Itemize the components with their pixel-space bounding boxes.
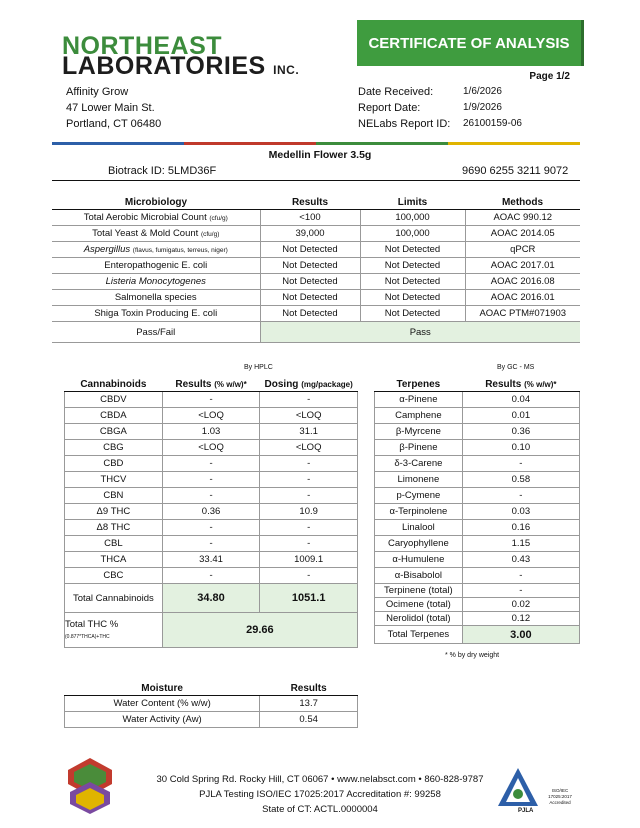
table-row <box>375 392 580 408</box>
terpene-name: Ocimene (total) <box>375 598 463 612</box>
terp-header-result <box>462 377 579 392</box>
table-row <box>52 210 580 226</box>
test-unit: (flavus, fumigatus, terreus, niger) <box>132 247 228 254</box>
cannabinoid-dosing: <LOQ <box>260 440 358 456</box>
cannabinoid-dosing: - <box>260 568 358 584</box>
test-method: AOAC PTM#071903 <box>465 306 580 322</box>
cannabinoid-result: <LOQ <box>162 440 260 456</box>
test-name: Enteropathogenic E. coli <box>52 258 260 274</box>
certificate-title: CERTIFICATE OF ANALYSIS <box>357 20 584 66</box>
bar-red <box>184 142 316 145</box>
bar-yellow <box>448 142 580 145</box>
biotrack <box>108 165 216 177</box>
table-row <box>65 696 358 712</box>
test-method: AOAC 2016.08 <box>465 274 580 290</box>
test-method: AOAC 2014.05 <box>465 226 580 242</box>
terpene-result: 0.43 <box>462 552 579 568</box>
micro-header-limits: Limits <box>360 195 465 210</box>
terpene-name: α-Bisabolol <box>375 568 463 584</box>
cannabinoid-result: - <box>162 520 260 536</box>
table-row <box>375 568 580 584</box>
total-thc-row <box>65 613 358 648</box>
cannabinoid-result: 33.41 <box>162 552 260 568</box>
cannabinoid-name: Δ8 THC <box>65 520 163 536</box>
cann-results-unit: (% w/w)* <box>214 379 247 389</box>
cann-header-name: Cannabinoids <box>65 377 163 392</box>
test-result: 39,000 <box>260 226 360 242</box>
terpene-result: 0.03 <box>462 504 579 520</box>
cannabinoid-result: 1.03 <box>162 424 260 440</box>
moisture-header <box>65 681 358 696</box>
cann-dosing-unit: (mg/package) <box>301 379 353 389</box>
test-name <box>52 210 260 226</box>
cannabinoids-table <box>64 377 358 648</box>
terpene-name: α-Terpinolene <box>375 504 463 520</box>
test-result: <100 <box>260 210 360 226</box>
biotrack-id: 5LMD36F <box>167 165 217 177</box>
table-row <box>65 520 358 536</box>
report-date-label: Report Date: <box>358 102 421 114</box>
test-unit: (cfu/g) <box>209 215 228 222</box>
passfail-label: Pass/Fail <box>52 322 260 343</box>
terpene-name: α-Humulene <box>375 552 463 568</box>
date-received: 1/6/2026 <box>463 86 502 97</box>
total-terpenes-label: Total Terpenes <box>375 626 463 644</box>
table-row <box>375 456 580 472</box>
test-limit: Not Detected <box>360 306 465 322</box>
dry-weight-footnote: * % by dry weight <box>445 652 500 659</box>
cannabinoid-name: CBN <box>65 488 163 504</box>
table-row <box>375 598 580 612</box>
cannabinoid-name: CBGA <box>65 424 163 440</box>
terpenes-table <box>374 377 580 644</box>
table-row <box>65 568 358 584</box>
test-label: Total Yeast & Mold Count <box>92 228 199 239</box>
micro-header <box>52 195 580 210</box>
report-id-label: NELabs Report ID: <box>358 118 451 130</box>
cannabinoid-dosing: - <box>260 536 358 552</box>
cannabinoid-name: Δ9 THC <box>65 504 163 520</box>
total-cannabinoids-result: 34.80 <box>162 584 260 613</box>
table-row <box>65 488 358 504</box>
test-result: Not Detected <box>260 290 360 306</box>
moisture-result: 13.7 <box>260 696 358 712</box>
total-cannabinoids-label: Total Cannabinoids <box>65 584 163 613</box>
table-row <box>52 306 580 322</box>
table-row <box>375 520 580 536</box>
report-values <box>463 84 522 132</box>
table-row <box>375 536 580 552</box>
test-name: Shiga Toxin Producing E. coli <box>52 306 260 322</box>
moisture-header-name: Moisture <box>65 681 260 696</box>
cannabinoid-name: CBC <box>65 568 163 584</box>
sample-name: Medellin Flower 3.5g <box>268 149 372 161</box>
total-thc-value: 29.66 <box>162 613 357 648</box>
terpene-result: 0.36 <box>462 424 579 440</box>
micro-header-results: Results <box>260 195 360 210</box>
test-name: Salmonella species <box>52 290 260 306</box>
client-address2: Portland, CT 06480 <box>66 118 162 130</box>
total-cannabinoids-dosing: 1051.1 <box>260 584 358 613</box>
logo-inc: INC. <box>273 63 300 77</box>
test-limit: Not Detected <box>360 258 465 274</box>
hplc-method: By HPLC <box>244 364 273 371</box>
table-row <box>52 242 580 258</box>
test-limit: 100,000 <box>360 226 465 242</box>
total-thc-label-cell <box>65 613 163 648</box>
passfail-value: Pass <box>260 322 580 343</box>
cannabinoid-result: - <box>162 472 260 488</box>
cannabinoid-name: CBL <box>65 536 163 552</box>
terpene-name: Limonene <box>375 472 463 488</box>
test-limit: 100,000 <box>360 210 465 226</box>
total-terpenes-row <box>375 626 580 644</box>
table-row <box>65 712 358 728</box>
test-method: qPCR <box>465 242 580 258</box>
test-limit: Not Detected <box>360 242 465 258</box>
table-row <box>375 584 580 598</box>
cann-header <box>65 377 358 392</box>
test-label: Aspergillus <box>83 244 131 255</box>
terpene-result: - <box>462 456 579 472</box>
table-row <box>375 612 580 626</box>
date-received-label: Date Received: <box>358 86 434 98</box>
page-number: Page 1/2 <box>529 71 570 82</box>
test-method: AOAC 2016.01 <box>465 290 580 306</box>
cannabinoid-dosing: 31.1 <box>260 424 358 440</box>
cannabinoid-name: CBDV <box>65 392 163 408</box>
table-row <box>375 408 580 424</box>
sample-divider <box>52 180 580 181</box>
table-row <box>52 274 580 290</box>
terpene-name: p-Cymene <box>375 488 463 504</box>
terpene-result: 0.10 <box>462 440 579 456</box>
total-thc-label: Total THC % <box>65 619 119 630</box>
terpene-result: - <box>462 488 579 504</box>
test-result: Not Detected <box>260 258 360 274</box>
table-row <box>52 258 580 274</box>
cannabinoid-result: 0.36 <box>162 504 260 520</box>
biotrack-label: Biotrack ID: <box>108 165 165 177</box>
cannabinoid-dosing: - <box>260 472 358 488</box>
moisture-result: 0.54 <box>260 712 358 728</box>
terpene-result: 0.04 <box>462 392 579 408</box>
terpene-result: 0.01 <box>462 408 579 424</box>
table-row <box>65 424 358 440</box>
cannabinoid-result: <LOQ <box>162 408 260 424</box>
cannabinoid-name: CBDA <box>65 408 163 424</box>
table-row <box>65 552 358 568</box>
cannabinoid-result: - <box>162 568 260 584</box>
test-unit: (cfu/g) <box>200 231 220 238</box>
cannabinoid-dosing: - <box>260 392 358 408</box>
client-info <box>66 84 161 132</box>
cannabinoid-result: - <box>162 536 260 552</box>
terp-results-unit: (% w/w)* <box>524 379 557 389</box>
test-name: Listeria Monocytogenes <box>52 274 260 290</box>
terpene-name: Linalool <box>375 520 463 536</box>
bar-green <box>316 142 448 145</box>
table-row <box>375 440 580 456</box>
terpene-name: δ-3-Carene <box>375 456 463 472</box>
cannabinoid-name: CBD <box>65 456 163 472</box>
moisture-header-result: Results <box>260 681 358 696</box>
terpene-result: 0.02 <box>462 598 579 612</box>
terpene-name: Camphene <box>375 408 463 424</box>
table-row <box>65 408 358 424</box>
cann-header-result <box>162 377 260 392</box>
terp-results-label: Results <box>485 378 522 390</box>
bar-blue <box>52 142 184 145</box>
table-row <box>52 290 580 306</box>
microbiology-table <box>52 195 580 343</box>
total-thc-formula: (0.877*THCA)+THC <box>65 634 110 640</box>
report-id: 26100159-06 <box>463 118 522 129</box>
client-name: Affinity Grow <box>66 86 129 98</box>
cannabinoid-dosing: 1009.1 <box>260 552 358 568</box>
table-row <box>65 536 358 552</box>
terpene-name: β-Myrcene <box>375 424 463 440</box>
cannabinoid-name: THCA <box>65 552 163 568</box>
moisture-test: Water Content (% w/w) <box>65 696 260 712</box>
moisture-table <box>64 681 358 728</box>
test-label: Total Aerobic Microbial Count <box>83 212 207 223</box>
table-row <box>375 488 580 504</box>
terpene-name: α-Pinene <box>375 392 463 408</box>
table-row <box>65 456 358 472</box>
cannabinoid-name: CBG <box>65 440 163 456</box>
cannabinoid-result: - <box>162 456 260 472</box>
footer-state: State of CT: ACTL.0000004 <box>262 804 378 815</box>
test-name <box>52 242 260 258</box>
micro-header-test: Microbiology <box>52 195 260 210</box>
logo-laboratories <box>62 52 299 81</box>
test-method: AOAC 2017.01 <box>465 258 580 274</box>
test-result: Not Detected <box>260 274 360 290</box>
test-name <box>52 226 260 242</box>
test-result: Not Detected <box>260 242 360 258</box>
test-limit: Not Detected <box>360 274 465 290</box>
table-row <box>375 552 580 568</box>
logo-laboratories-text: LABORATORIES <box>62 52 266 80</box>
table-row <box>375 504 580 520</box>
cannabinoid-result: - <box>162 392 260 408</box>
client-address1: 47 Lower Main St. <box>66 102 155 114</box>
color-divider <box>52 142 580 145</box>
moisture-test: Water Activity (Aw) <box>65 712 260 728</box>
total-cannabinoids-row <box>65 584 358 613</box>
table-row <box>65 440 358 456</box>
cannabinoid-dosing: <LOQ <box>260 408 358 424</box>
terp-header <box>375 377 580 392</box>
table-row <box>65 472 358 488</box>
report-date: 1/9/2026 <box>463 102 502 113</box>
terpene-name: Caryophyllene <box>375 536 463 552</box>
cann-header-dosing <box>260 377 358 392</box>
iso-text: ISO/IEC 17025:2017 Accredited <box>548 788 572 805</box>
cann-dosing-label: Dosing <box>264 378 299 390</box>
cannabinoid-dosing: - <box>260 488 358 504</box>
table-row <box>65 504 358 520</box>
terpene-name: β-Pinene <box>375 440 463 456</box>
terpene-result: 1.15 <box>462 536 579 552</box>
table-row <box>65 392 358 408</box>
cannabinoid-dosing: - <box>260 456 358 472</box>
gcms-method: By GC - MS <box>497 364 535 371</box>
table-row <box>375 424 580 440</box>
cannabinoid-dosing: 10.9 <box>260 504 358 520</box>
micro-header-methods: Methods <box>465 195 580 210</box>
package-id: 9690 6255 3211 9072 <box>462 165 569 177</box>
footer-address: 30 Cold Spring Rd. Rocky Hill, CT 06067 • www.nelabsct.com • 860-828-9787 <box>156 774 484 785</box>
test-method: AOAC 990.12 <box>465 210 580 226</box>
pjla-globe <box>513 789 523 799</box>
terpene-name: Terpinene (total) <box>375 584 463 598</box>
test-limit: Not Detected <box>360 290 465 306</box>
table-row <box>52 226 580 242</box>
table-row <box>375 472 580 488</box>
cannabinoid-dosing: - <box>260 520 358 536</box>
terp-header-name: Terpenes <box>375 377 463 392</box>
test-result: Not Detected <box>260 306 360 322</box>
terpene-result: - <box>462 568 579 584</box>
report-labels <box>358 84 450 132</box>
pjla-text: PJLA <box>518 808 534 814</box>
terpene-result: 0.58 <box>462 472 579 488</box>
cann-results-label: Results <box>175 378 212 390</box>
logo-northeast: NORTHEAST <box>62 32 223 60</box>
terpene-name: Nerolidol (total) <box>375 612 463 626</box>
total-terpenes-value: 3.00 <box>462 626 579 644</box>
terpene-result: - <box>462 584 579 598</box>
cannabinoid-result: - <box>162 488 260 504</box>
footer-accreditation: PJLA Testing ISO/IEC 17025:2017 Accreditation #: 99258 <box>199 789 441 800</box>
cannabinoid-name: THCV <box>65 472 163 488</box>
terpene-result: 0.16 <box>462 520 579 536</box>
passfail-row <box>52 322 580 343</box>
terpene-result: 0.12 <box>462 612 579 626</box>
